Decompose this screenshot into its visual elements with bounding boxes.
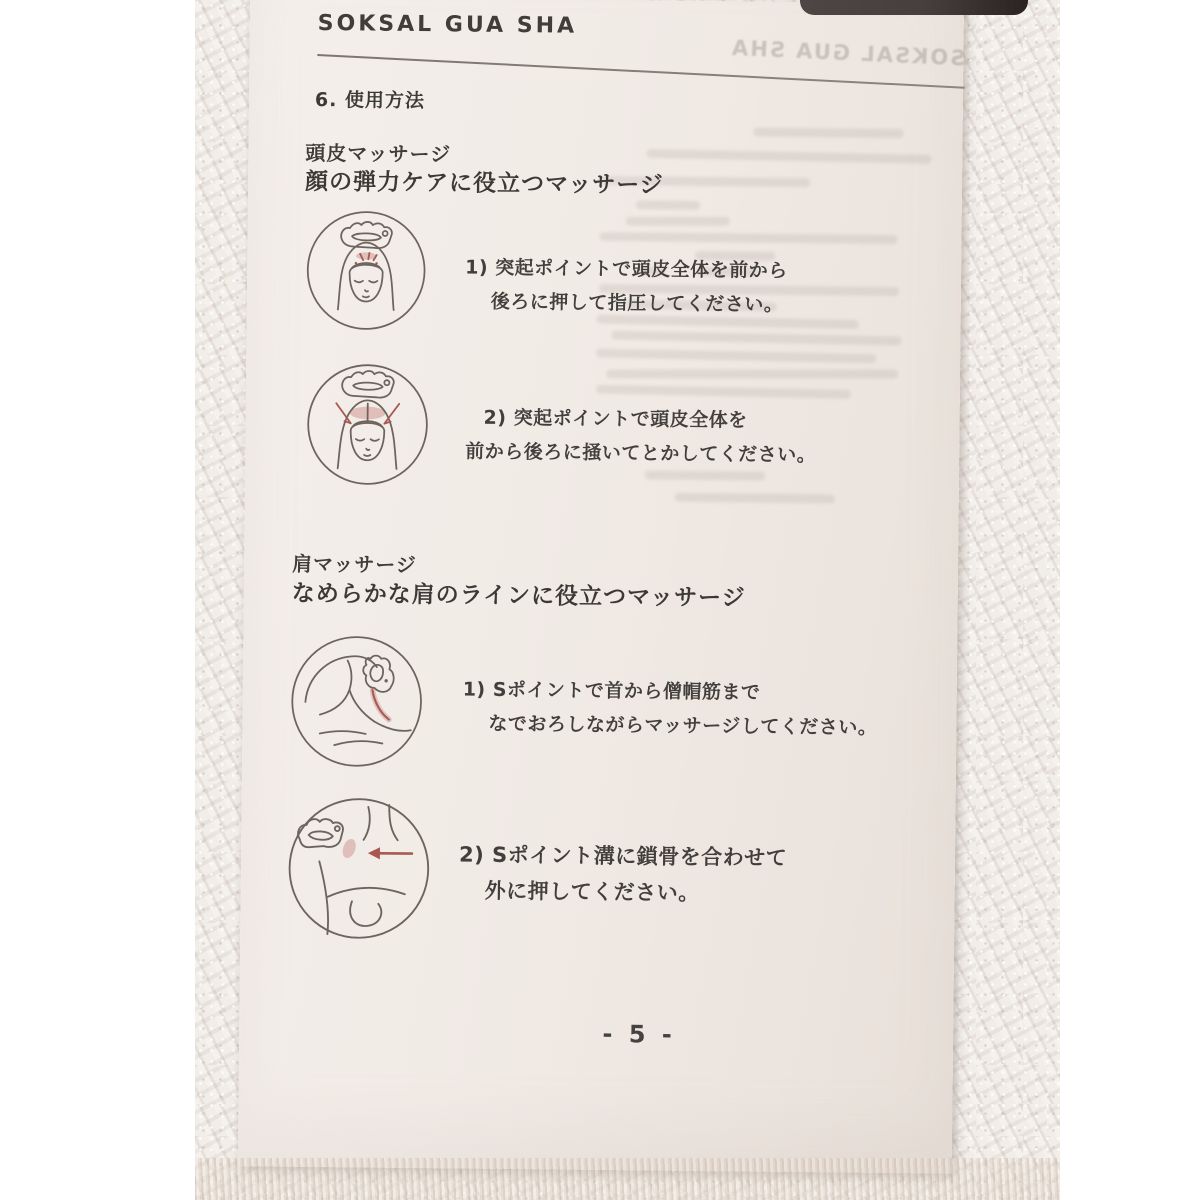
scalp-step-2-line-2: 前から後ろに掻いてとかしてください。 bbox=[465, 440, 817, 467]
bleedthrough-reverse-title: SOKSAL GUA SHA bbox=[729, 35, 966, 71]
scalp-massage-subtitle: 顔の弾力ケアに役立つマッサージ bbox=[304, 168, 664, 199]
shoulder-step-1-line-2: なでおろしながらマッサージしてください。 bbox=[488, 712, 878, 739]
bleedthrough-line bbox=[596, 348, 876, 363]
gua-sha-clavicle-push-illustration bbox=[281, 791, 437, 947]
bleedthrough-line bbox=[675, 493, 835, 504]
cropped-dark-ui-element[interactable] bbox=[800, 0, 1028, 15]
lace-fringe bbox=[195, 1158, 1060, 1200]
scalp-step-2 bbox=[465, 401, 817, 472]
shoulder-step-2 bbox=[458, 836, 787, 911]
bleedthrough-line bbox=[754, 128, 904, 139]
gua-sha-comb-scalp-illustration bbox=[304, 361, 431, 488]
shoulder-massage-title: 肩マッサージ bbox=[291, 551, 418, 578]
scalp-step-1-line-2: 後ろに押して指圧してください。 bbox=[490, 290, 784, 316]
bleedthrough-line bbox=[645, 470, 765, 480]
scalp-step-2-line-1: 2) 突起ポイントで頭皮全体を bbox=[483, 406, 748, 432]
shoulder-massage-subtitle: なめらかな肩のラインに役立つマッサージ bbox=[291, 580, 746, 612]
shoulder-step-1 bbox=[462, 673, 878, 745]
instruction-sheet bbox=[238, 0, 964, 1174]
scalp-step-1-line-1: 1) 突起ポイントで頭皮全体を前から bbox=[465, 256, 788, 282]
bleedthrough-line bbox=[599, 232, 897, 244]
shoulder-step-1-line-1: 1) Sポイントで首から僧帽筋まで bbox=[462, 678, 761, 704]
bleedthrough-line bbox=[611, 331, 901, 346]
scalp-step-1 bbox=[465, 251, 788, 322]
bleedthrough-line bbox=[626, 217, 730, 226]
scalp-massage-title: 頭皮マッサージ bbox=[305, 140, 452, 167]
gua-sha-press-scalp-illustration bbox=[304, 208, 429, 333]
bleedthrough-line bbox=[636, 200, 700, 210]
bleedthrough-line bbox=[606, 370, 898, 379]
brand-title: SOKSAL GUA SHA bbox=[317, 10, 578, 39]
gua-sha-neck-stroke-illustration bbox=[288, 633, 425, 770]
shoulder-step-2-line-1: 2) Sポイント溝に鎖骨を合わせて bbox=[458, 842, 788, 870]
page-number: - 5 - bbox=[602, 1020, 676, 1049]
bleedthrough-line bbox=[596, 385, 851, 399]
bleedthrough-line bbox=[646, 149, 931, 164]
section-title: 6. 使用方法 bbox=[314, 88, 426, 113]
product-photo[interactable] bbox=[195, 0, 1060, 1200]
shoulder-step-2-line-2: 外に押してください。 bbox=[484, 878, 700, 906]
